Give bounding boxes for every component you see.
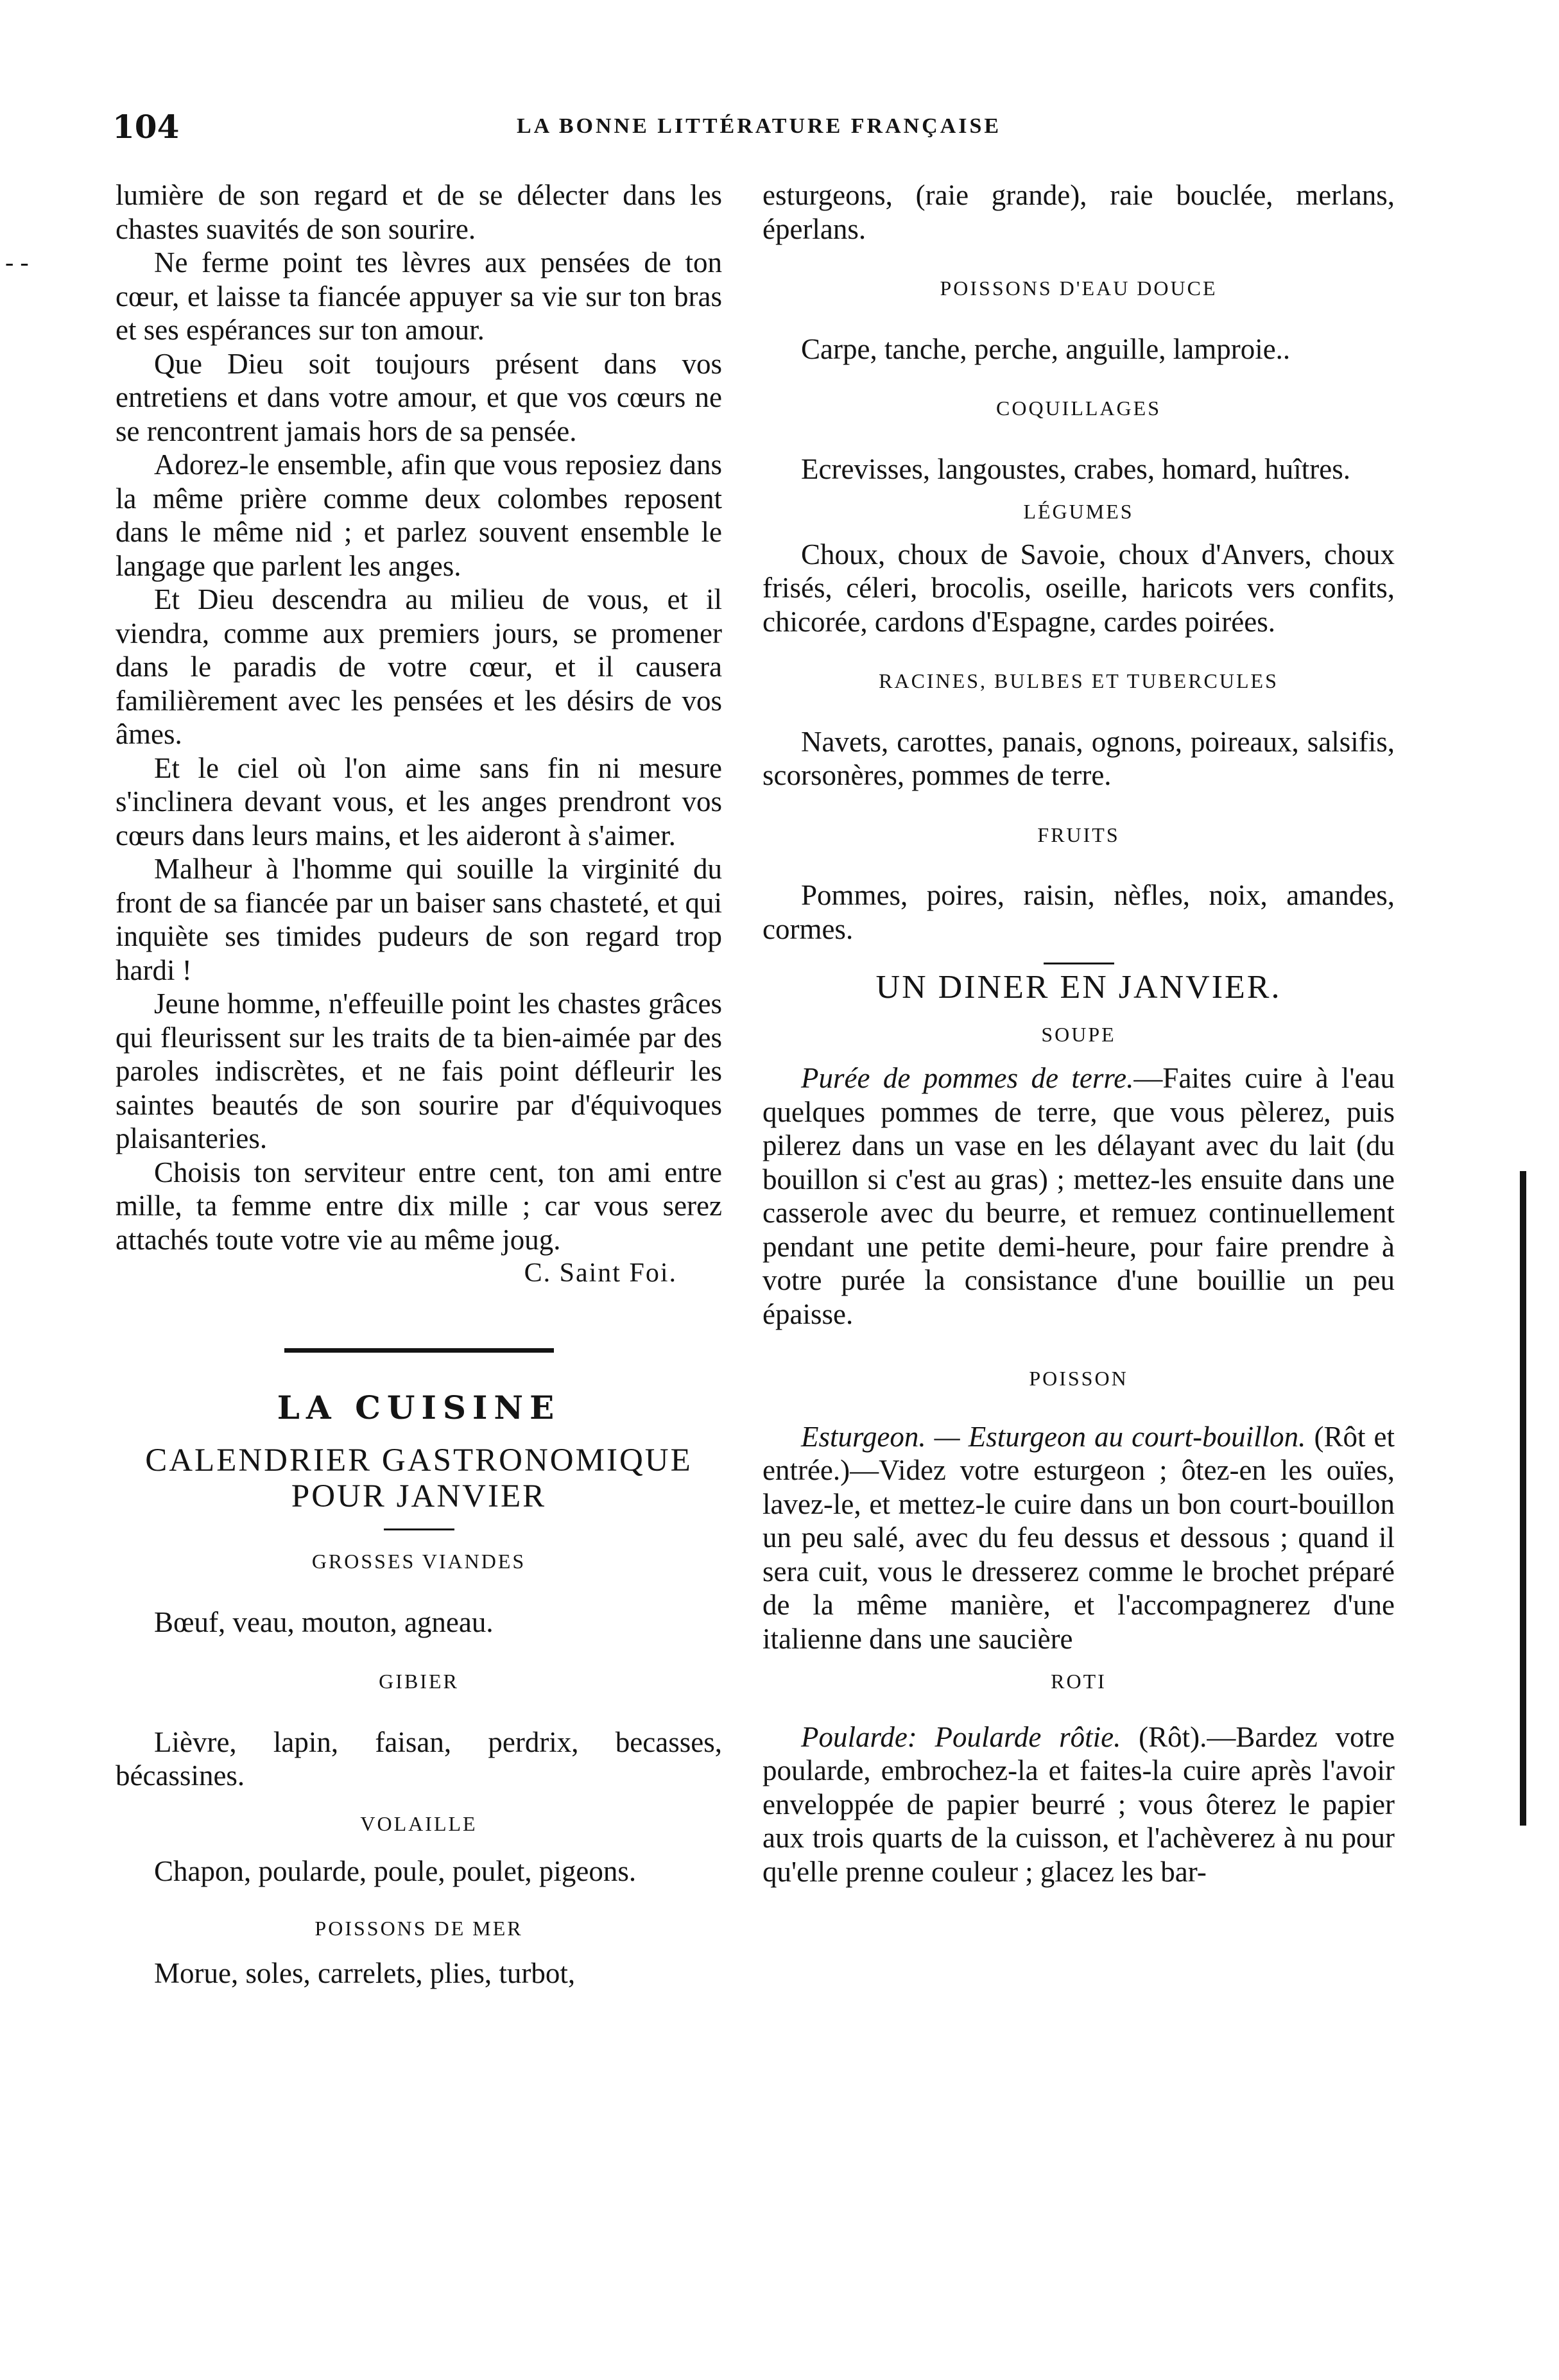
heading-roti: ROTI — [1051, 1670, 1107, 1693]
heading-soupe: SOUPE — [1041, 1022, 1116, 1046]
list-volaille: Chapon, poularde, poule, poulet, pigeons. — [154, 1855, 637, 1887]
paragraph: Que Dieu soit toujours présent dans vos entretiens et dans votre amour, et que vos cœurs ne se rencontrent jamais hors de sa pensée. — [116, 347, 722, 447]
section-title-cuisine: LA CUISINE — [277, 1388, 561, 1426]
right-column — [762, 178, 1395, 1888]
list-poissons-mer-cont: esturgeons, (raie grande), raie bouclée, merlans, éperlans. — [762, 179, 1395, 245]
heading-volaille: VOLAILLE — [360, 1811, 478, 1835]
list-gibier: Lièvre, lapin, faisan, perdrix, becasses, bécassines. — [116, 1725, 722, 1792]
heading-eau-douce: POISSONS D'EAU DOUCE — [940, 277, 1218, 300]
margin-rule — [1520, 1171, 1526, 1826]
paragraph: Ne ferme point tes lèvres aux pensées de ton cœur, et laisse ta fiancée appuyer sa vie sur ton bras et ses espérances sur ton amour. — [116, 246, 722, 346]
paragraph: Et Dieu descendra au milieu de vous, et il viendra, comme aux premiers jours, se promener dans le paradis de votre cœur, et il causera familièrement avec les pensées et les désirs de vos âmes. — [116, 583, 722, 750]
section-divider — [284, 1348, 554, 1353]
calendar-title-line1: CALENDRIER GASTRONOMIQUE — [145, 1443, 693, 1478]
heading-racines: RACINES, BULBES ET TUBERCULES — [879, 669, 1279, 692]
diner-rule — [1044, 963, 1114, 964]
recipe-roti-text: (Rôt).—Bardez votre poularde, embrochez-la et faites-la cuire après l'avoir enveloppée de papier beurré ; vous ôterez le papier aux trois quarts de la cuisson, et l'achèverez à nu pour qu'elle prenne couleur ; glacez les bar- — [762, 1720, 1395, 1888]
paragraph: Adorez-le ensemble, afin que vous reposiez dans la même prière comme deux colombes reposent dans le même nid ; et parlez souvent ensemble le langage que parlent les anges. — [116, 449, 722, 582]
paragraph: Et le ciel où l'on aime sans fin ni mesure s'inclinera devant vous, et les anges prendront vos cœurs dans leurs mains, et les aideront à s'aimer. — [116, 751, 722, 852]
heading-poissons-mer: POISSONS DE MER — [314, 1916, 523, 1940]
calendar-title-line2: POUR JANVIER — [291, 1478, 547, 1514]
heading-legumes: LÉGUMES — [1023, 500, 1134, 523]
signature: C. Saint Foi. — [524, 1258, 677, 1288]
recipe-roti — [762, 1720, 1395, 1889]
paragraph: Jeune homme, n'effeuille point les chastes grâces qui fleurissent sur les traits de ta bien-aimée par des paroles indiscrètes, et ne fais point défleurir les saintes beautés de son sourire par d'équivoques plaisanteries. — [116, 988, 722, 1154]
heading-grosses-viandes: GROSSES VIANDES — [311, 1550, 526, 1573]
title-rule — [384, 1528, 454, 1530]
recipe-poisson-label: Esturgeon. — Esturgeon au court-bouillon. — [801, 1420, 1306, 1453]
recipe-poisson-text: (Rôt et entrée.)—Videz votre esturgeon ; ôtez-en les ouïes, lavez-le, et mettez-le cuire dans un bon court-bouillon un peu salé, avec du feu dessus et dessous ; quand il sera cuit, vous le dresserez comme le brochet préparé de la même manière, et l'accompagnerez d'une italienne dans une saucière — [762, 1420, 1395, 1655]
list-legumes: Choux, choux de Savoie, choux d'Anvers, choux frisés, céleri, brocolis, oseille, haricots vers confits, chicorée, cardons d'Espagne, cardes poirées. — [762, 538, 1395, 638]
recipe-soupe-text: —Faites cuire à l'eau quelques pommes de terre, que vous pèlerez, puis pilerez dans un vase en les délayant avec du lait (du bouillon si c'est au gras) ; mettez-les ensuite dans une casserole avec du beurre, et remuez continuellement pendant une petite demi-heure, pour faire prendre à votre purée la consistance d'une bouillie un peu épaisse. — [762, 1062, 1395, 1330]
heading-fruits: FRUITS — [1037, 823, 1120, 846]
recipe-soupe-label: Purée de pommes de terre. — [801, 1062, 1134, 1094]
heading-coquillages: COQUILLAGES — [996, 397, 1161, 420]
heading-gibier: GIBIER — [379, 1670, 459, 1693]
page-number: 104 — [112, 108, 180, 146]
margin-mark: - - — [5, 248, 29, 277]
page-header — [112, 108, 1402, 153]
list-racines: Navets, carottes, panais, ognons, poireaux, salsifis, scorsonères, pommes de terre. — [762, 725, 1395, 791]
recipe-poisson — [762, 1420, 1395, 1656]
running-title: LA BONNE LITTÉRATURE FRANÇAISE — [517, 114, 1002, 138]
diner-title: UN DINER EN JANVIER. — [875, 969, 1282, 1006]
heading-poisson: POISSON — [1029, 1367, 1128, 1390]
paragraph: Malheur à l'homme qui souille la virginité du front de sa fiancée par un baiser sans chasteté, et qui inquiète ses timides pudeurs de son regard trop hardi ! — [116, 853, 722, 986]
list-fruits: Pommes, poires, raisin, nèfles, noix, amandes, cormes. — [762, 879, 1395, 945]
paragraph: lumière de son regard et de se délecter dans les chastes suavités de son sourire. — [116, 179, 722, 245]
left-column — [116, 178, 722, 1990]
list-eau-douce: Carpe, tanche, perche, anguille, lamproie.. — [801, 332, 1291, 365]
paragraph: Choisis ton serviteur entre cent, ton ami entre mille, ta femme entre dix mille ; car vous serez attachés toute votre vie au même joug. — [116, 1156, 722, 1256]
list-poissons-mer: Morue, soles, carrelets, plies, turbot, — [154, 1957, 576, 1989]
list-coquillages: Ecrevisses, langoustes, crabes, homard, huîtres. — [801, 452, 1351, 485]
recipe-soupe — [762, 1061, 1395, 1331]
recipe-roti-label: Poularde: Poularde rôtie. — [801, 1720, 1121, 1753]
list-grosses-viandes: Bœuf, veau, mouton, agneau. — [154, 1605, 494, 1638]
